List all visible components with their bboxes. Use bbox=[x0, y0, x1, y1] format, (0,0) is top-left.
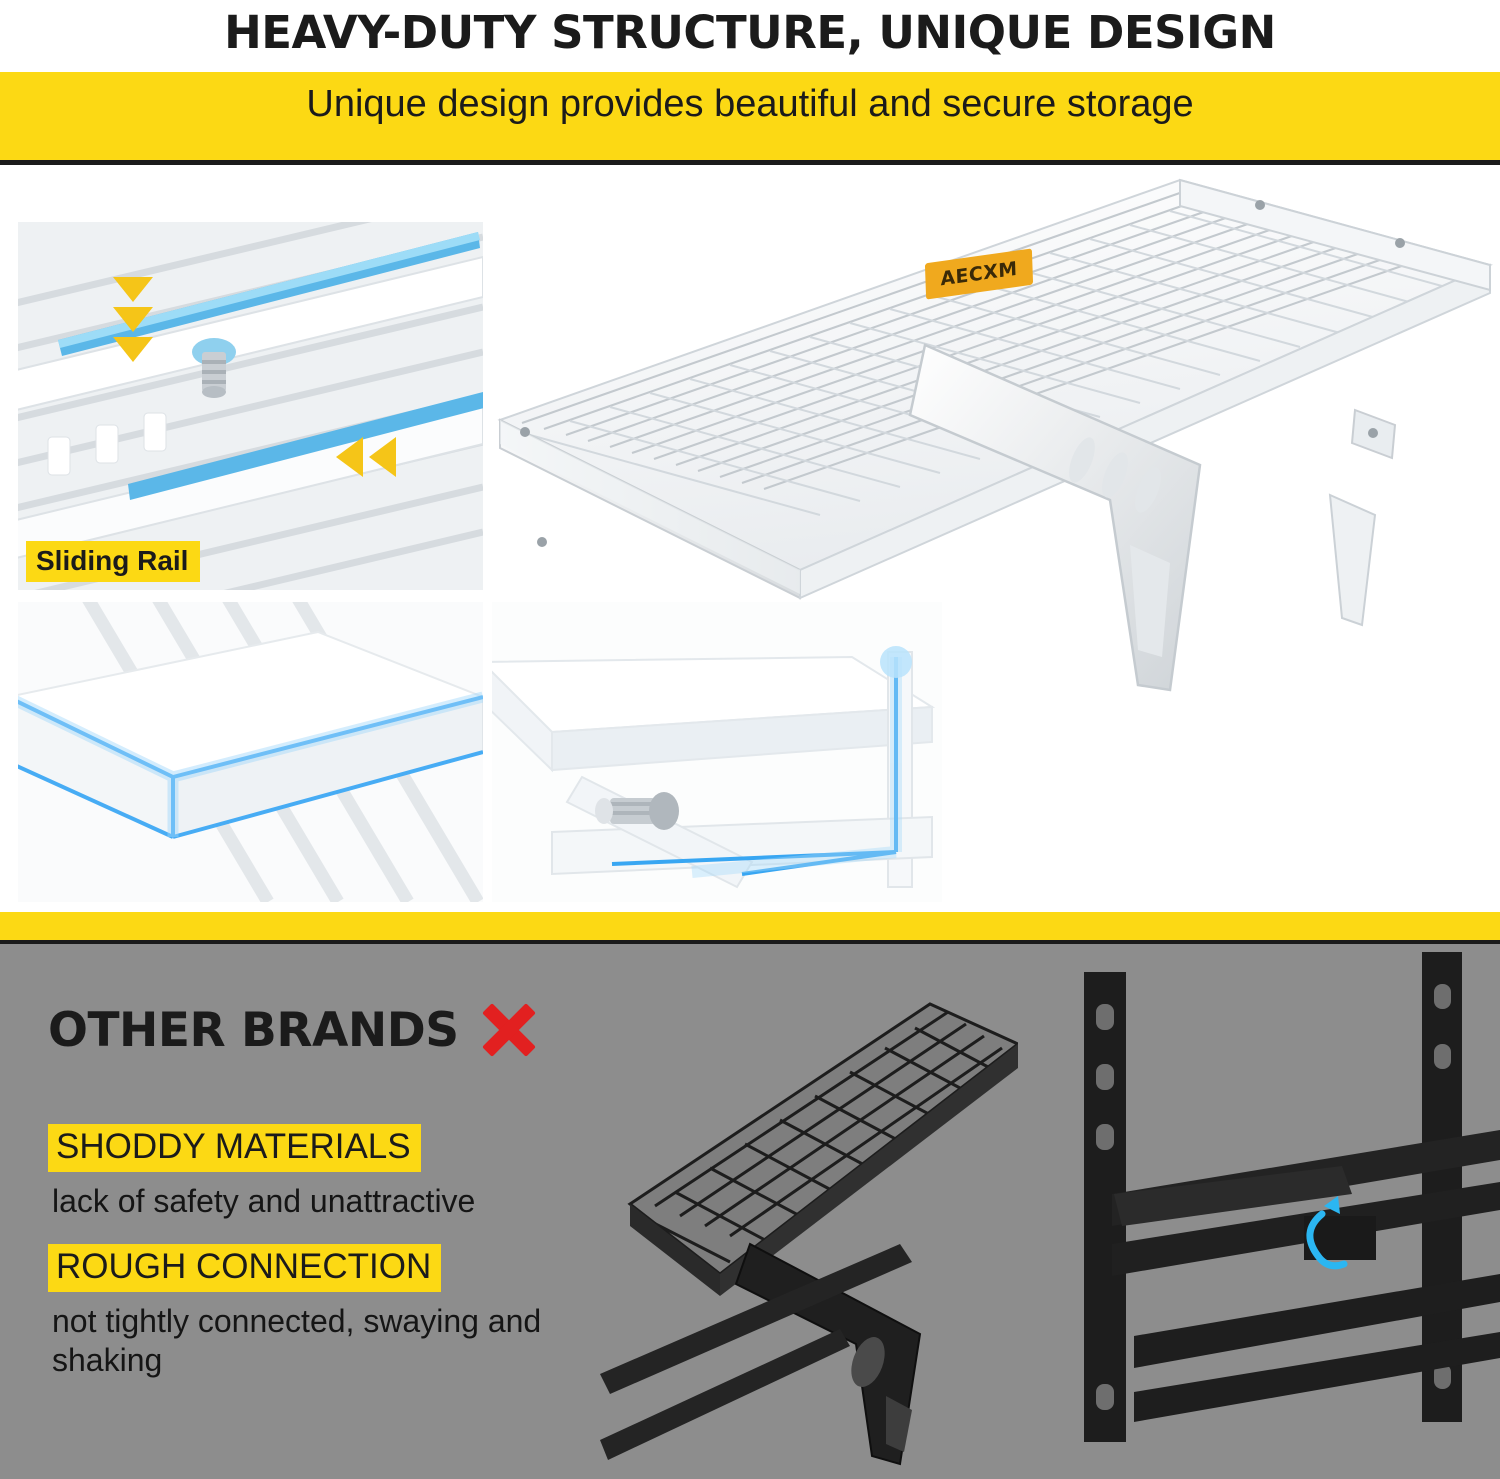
header-subtitle: Unique design provides beautiful and secure storage bbox=[306, 83, 1194, 125]
competitor-bracket-illustration bbox=[1022, 944, 1500, 1479]
x-mark-icon bbox=[481, 1002, 537, 1058]
rough-connection-title: ROUGH CONNECTION bbox=[48, 1244, 441, 1292]
brand-logo-text: AECXM bbox=[940, 257, 1018, 291]
corner-weld-detail-photo bbox=[18, 602, 483, 902]
page-title: HEAVY-DUTY STRUCTURE, UNIQUE DESIGN bbox=[224, 6, 1276, 59]
other-brands-heading-row bbox=[48, 1002, 537, 1058]
sliding-rail-illustration bbox=[18, 222, 483, 590]
other-brands-section bbox=[0, 944, 1500, 1479]
competitor-rack-illustration bbox=[600, 944, 1018, 1479]
other-brands-heading: OTHER BRANDS bbox=[48, 1002, 459, 1058]
rough-connection-description: not tightly connected, swaying and shaking bbox=[52, 1303, 542, 1379]
other-brands-text-column bbox=[0, 944, 600, 1479]
bolt-connection-illustration bbox=[492, 602, 942, 902]
yellow-divider-band bbox=[0, 912, 1500, 942]
sliding-rail-detail-photo bbox=[18, 222, 483, 590]
shoddy-materials-title: SHODDY MATERIALS bbox=[48, 1124, 421, 1172]
corner-weld-illustration bbox=[18, 602, 483, 902]
header bbox=[0, 0, 1500, 165]
competitor-black-bracket-photo bbox=[1022, 944, 1500, 1479]
shoddy-materials-description: lack of safety and unattractive bbox=[52, 1183, 476, 1219]
top-photo-area bbox=[0, 170, 1500, 920]
bolt-connection-detail-photo bbox=[492, 602, 942, 902]
header-divider-rule bbox=[0, 160, 1500, 165]
sliding-rail-label: Sliding Rail bbox=[26, 541, 200, 582]
competitor-black-wire-rack-photo bbox=[600, 944, 1018, 1479]
